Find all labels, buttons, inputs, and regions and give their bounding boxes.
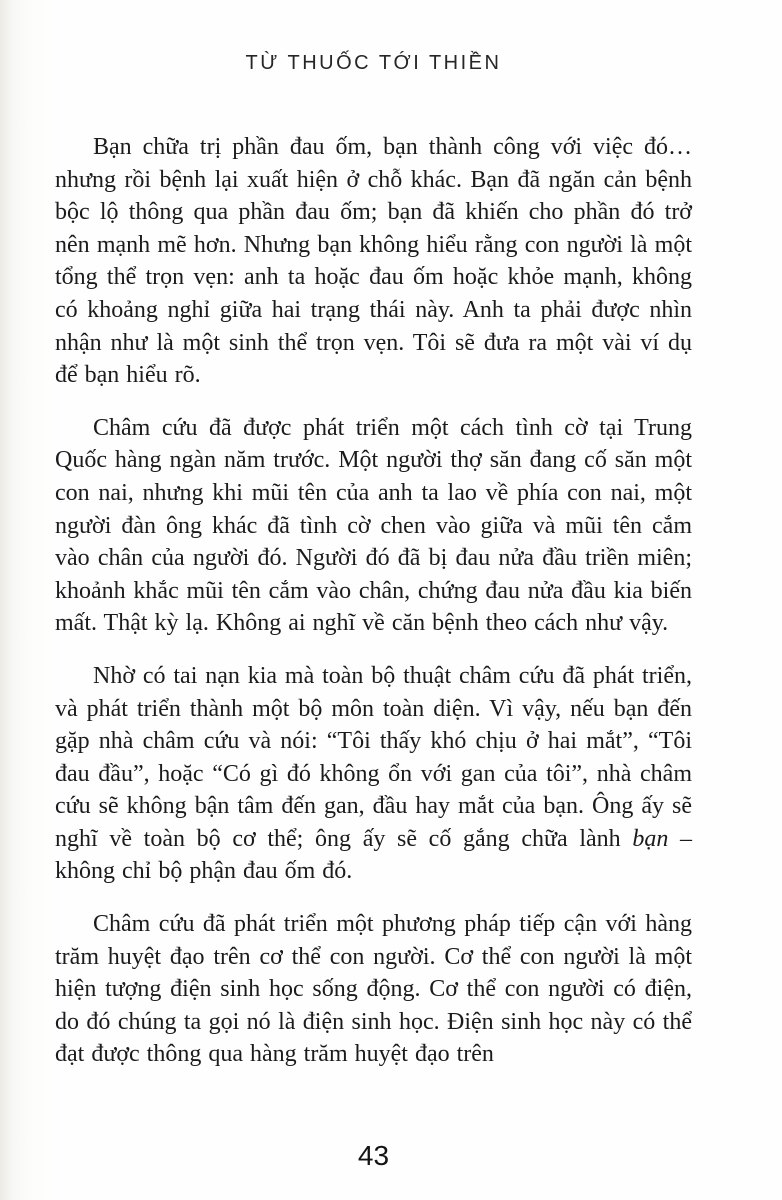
- text-segment: Bạn chữa trị phần đau ốm, bạn thành công với việc đó… nhưng rồi bệnh lại xuất hiện ở chỗ khác. Bạn đã ngăn cản bệnh bộc lộ thông qua phần đau ốm; bạn đã khiến cho phần đó trở nên mạnh mẽ hơn. Nhưng bạn không hiểu rằng con người là một tổng thể trọn vẹn: anh ta hoặc đau ốm hoặc khỏe mạnh, không có khoảng nghỉ giữa hai trạng thái này. Anh ta phải được nhìn nhận như là một sinh thể trọn vẹn. Tôi sẽ đưa ra một vài ví dụ để bạn hiểu rõ.: [55, 134, 692, 389]
- paragraph: [55, 412, 692, 640]
- paragraph: [55, 131, 692, 392]
- text-segment: Châm cứu đã phát triển một phương pháp tiếp cận với hàng trăm huyệt đạo trên cơ thể con người. Cơ thể con người là một hiện tượng điện sinh học sống động. Cơ thể con người có điện, do đó chúng ta gọi nó là điện sinh học. Điện sinh học này có thể đạt được thông qua hàng trăm huyệt đạo trên: [55, 911, 692, 1068]
- text-segment: Nhờ có tai nạn kia mà toàn bộ thuật châm cứu đã phát triển, và phát triển thành một bộ môn toàn diện. Vì vậy, nếu bạn đến gặp nhà châm cứu và nói: “Tôi thấy khó chịu ở hai mắt”, “Tôi đau đầu”, hoặc “Có gì đó không ổn với gan của tôi”, nhà châm cứu sẽ không bận tâm đến gan, đầu hay mắt của bạn. Ông ấy sẽ nghĩ về toàn bộ cơ thể; ông ấy sẽ cố gắng chữa lành: [55, 662, 692, 852]
- page-number: 43: [357, 1140, 390, 1171]
- running-header: TỪ THUỐC TỚI THIỀN: [245, 52, 502, 74]
- text-segment: bạn: [632, 825, 669, 852]
- paragraph: [55, 908, 692, 1071]
- text-segment: Châm cứu đã được phát triển một cách tình cờ tại Trung Quốc hàng ngàn năm trước. Một người thợ săn đang cố săn một con nai, nhưng khi mũi tên của anh ta lao về phía con nai, một người đàn ông khác đã tình cờ chen vào giữa và mũi tên cắm vào chân của người đó. Người đó đã bị đau nửa đầu triền miên; khoảnh khắc mũi tên cắm vào chân, chứng đau nửa đầu kia biến mất. Thật kỳ lạ. Không ai nghĩ về căn bệnh theo cách như vậy.: [55, 414, 692, 637]
- text-segment: – không chỉ bộ phận đau ốm đó.: [55, 825, 693, 885]
- paragraph: [55, 660, 692, 888]
- page-body: [55, 131, 692, 1091]
